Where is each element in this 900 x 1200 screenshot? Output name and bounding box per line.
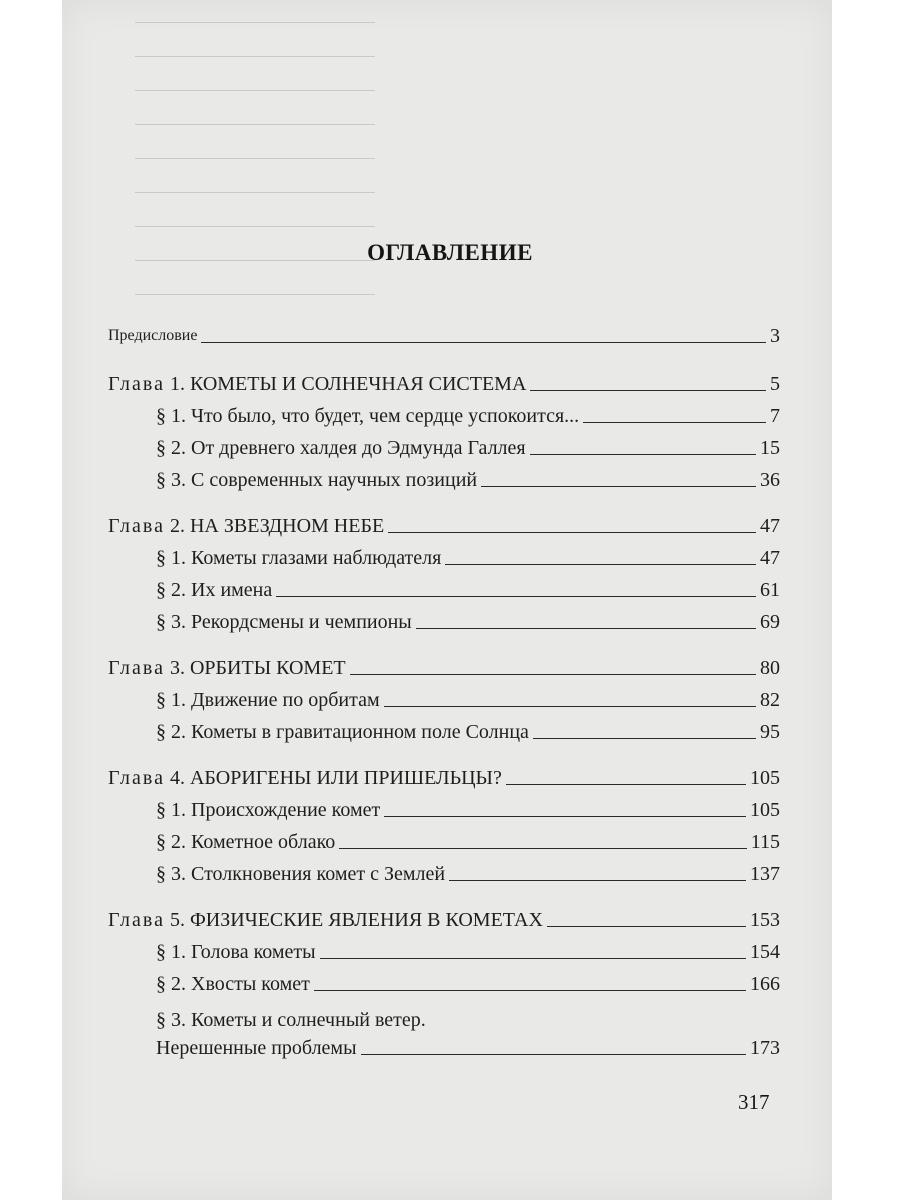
toc-chapter-1[interactable]: [108, 366, 780, 396]
toc-page-number: 166: [750, 973, 780, 995]
toc-page-number: 69: [760, 611, 780, 633]
dot-leader: [449, 880, 746, 881]
toc-page-number: 82: [760, 689, 780, 711]
dot-leader: [530, 390, 766, 391]
toc-chapter-label: Глава 2. НА ЗВЕЗДНОМ НЕБЕ: [108, 515, 385, 537]
toc-section-label: § 2. Их имена: [156, 579, 273, 601]
toc-page-number: 36: [760, 469, 780, 491]
toc-page-number: 15: [760, 437, 780, 459]
toc-section-label: § 2. Кометное облако: [156, 831, 336, 853]
toc-section[interactable]: [156, 682, 780, 712]
toc-chapter-label: Глава 1. КОМЕТЫ И СОЛНЕЧНАЯ СИСТЕМА: [108, 373, 527, 395]
toc-section[interactable]: [156, 824, 780, 854]
dot-leader: [384, 706, 756, 707]
toc-page-number: 173: [750, 1037, 780, 1059]
toc-page-number: 61: [760, 579, 780, 601]
toc-chapter-2[interactable]: [108, 508, 780, 538]
toc-section[interactable]: [156, 1002, 780, 1032]
toc-section-label: § 1. Движение по орбитам: [156, 689, 380, 711]
toc-entry-label: Предисловие: [108, 327, 198, 344]
dot-leader: [350, 674, 756, 675]
toc-chapter-5[interactable]: [108, 902, 780, 932]
toc-section[interactable]: [156, 540, 780, 570]
page-number: 317: [738, 1090, 770, 1114]
toc-chapter-label: Глава 5. ФИЗИЧЕСКИЕ ЯВЛЕНИЯ В КОМЕТАХ: [108, 909, 543, 931]
dot-leader: [506, 784, 746, 785]
toc-chapter-3[interactable]: [108, 650, 780, 680]
toc-section[interactable]: [156, 966, 780, 996]
toc-section-label: Нерешенные проблемы: [156, 1037, 357, 1059]
toc-section-continuation[interactable]: [156, 1030, 780, 1060]
dot-leader: [481, 486, 756, 487]
toc-section-label: § 3. Столкновения комет с Землей: [156, 863, 446, 885]
toc-section-label: § 3. Кометы и солнечный ветер.: [156, 1009, 426, 1031]
dot-leader: [388, 532, 756, 533]
dot-leader: [276, 596, 756, 597]
dot-leader: [201, 342, 766, 343]
toc-entry-preface[interactable]: [108, 318, 780, 348]
toc-section-label: § 2. Кометы в гравитационном поле Солнца: [156, 721, 529, 743]
toc-page-number: 105: [750, 799, 780, 821]
toc-section[interactable]: [156, 856, 780, 886]
toc-page-number: 47: [760, 547, 780, 569]
toc-section-label: § 1. Голова кометы: [156, 941, 316, 963]
toc-section-label: § 2. Хвосты комет: [156, 973, 310, 995]
toc-section[interactable]: [156, 462, 780, 492]
dot-leader: [361, 1054, 746, 1055]
dot-leader: [530, 454, 756, 455]
dot-leader: [416, 628, 756, 629]
toc-chapter-label: Глава 4. АБОРИГЕНЫ ИЛИ ПРИШЕЛЬЦЫ?: [108, 767, 502, 789]
toc-section[interactable]: [156, 398, 780, 428]
toc-section-label: § 2. От древнего халдея до Эдмунда Галлея: [156, 437, 526, 459]
toc-page-number: 47: [760, 515, 780, 537]
dot-leader: [320, 958, 746, 959]
toc-title: ОГЛАВЛЕНИЕ: [367, 240, 533, 265]
toc-page-number: 7: [770, 405, 780, 427]
toc-page-number: 105: [750, 767, 780, 789]
toc-section[interactable]: [156, 934, 780, 964]
dot-leader: [583, 422, 766, 423]
toc-page-number: 154: [750, 941, 780, 963]
dot-leader: [384, 816, 746, 817]
toc-section[interactable]: [156, 714, 780, 744]
dot-leader: [445, 564, 756, 565]
toc-section-label: § 1. Кометы глазами наблюдателя: [156, 547, 442, 569]
toc-section[interactable]: [156, 430, 780, 460]
toc-section[interactable]: [156, 604, 780, 634]
toc-section-label: § 1. Происхождение комет: [156, 799, 381, 821]
toc-chapter-label: Глава 3. ОРБИТЫ КОМЕТ: [108, 657, 346, 679]
toc-page-number: 80: [760, 657, 780, 679]
toc-page-number: 137: [750, 863, 780, 885]
toc-section-label: § 3. С современных научных позиций: [156, 469, 478, 491]
toc-section-label: § 3. Рекордсмены и чемпионы: [156, 611, 412, 633]
dot-leader: [339, 848, 746, 849]
toc-page-number: 5: [770, 373, 780, 395]
dot-leader: [314, 990, 746, 991]
dot-leader: [547, 926, 746, 927]
toc-section[interactable]: [156, 792, 780, 822]
toc-page-number: 115: [750, 831, 780, 853]
toc-section[interactable]: [156, 572, 780, 602]
toc-chapter-4[interactable]: [108, 760, 780, 790]
toc-page-number: 153: [750, 909, 780, 931]
dot-leader: [533, 738, 756, 739]
toc-page-number: 3: [770, 325, 780, 347]
toc-page-number: 95: [760, 721, 780, 743]
toc-section-label: § 1. Что было, что будет, чем сердце успокоится...: [156, 405, 580, 427]
